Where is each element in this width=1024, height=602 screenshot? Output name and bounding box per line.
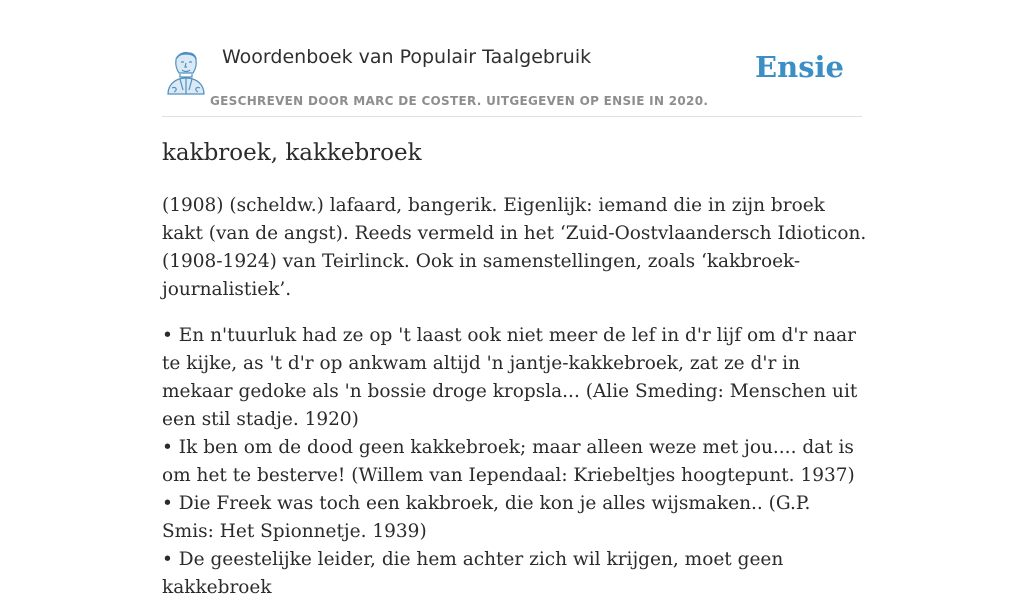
entry-headword: kakbroek, kakkebroek bbox=[162, 140, 422, 166]
book-title[interactable]: Woordenboek van Populair Taalgebruik bbox=[222, 46, 592, 68]
quote-item: • Ik ben om de dood geen kakkebroek; maar alleen weze met jou.... dat is om het te besterve! (Willem van Iependaal: Kriebeltjes hoogtepunt. 1937) bbox=[162, 437, 855, 486]
quote-item: • Die Freek was toch een kakbroek, die kon je alles wijsmaken.. (G.P. Smis: Het Spionnetje. 1939) bbox=[162, 493, 811, 542]
quote-item: • De geestelijke leider, die hem achter zich wil krijgen, moet geen kakkebroek bbox=[162, 549, 784, 598]
author-portrait-icon bbox=[162, 46, 210, 96]
entry-quotes bbox=[162, 322, 868, 602]
page-header bbox=[162, 40, 862, 117]
entry-definition: (1908) (scheldw.) lafaard, bangerik. Eigenlijk: iemand die in zijn broek kakt (van de angst). Reeds vermeld in het ‘Zuid-Oostvlaandersch Idioticon. (1908-1924) van Teirlinck. Ook in samenstellingen, zoals ‘kakbroek-journalistiek’. bbox=[162, 195, 867, 300]
brand-logo-link[interactable]: Ensie bbox=[755, 50, 844, 84]
quote-item: • En n'tuurluk had ze op 't laast ook niet meer de lef in d'r lijf om d'r naar te kijke, as 't d'r op ankwam altijd 'n jantje-kakkebroek, zat ze d'r in mekaar gedoke als 'n bossie droge kropsla... (Alie Smeding: Menschen uit een stil stadje. 1920) bbox=[162, 325, 858, 430]
entry-content bbox=[162, 192, 868, 602]
byline: GESCHREVEN DOOR MARC DE COSTER. UITGEGEVEN OP ENSIE IN 2020. bbox=[210, 94, 709, 108]
